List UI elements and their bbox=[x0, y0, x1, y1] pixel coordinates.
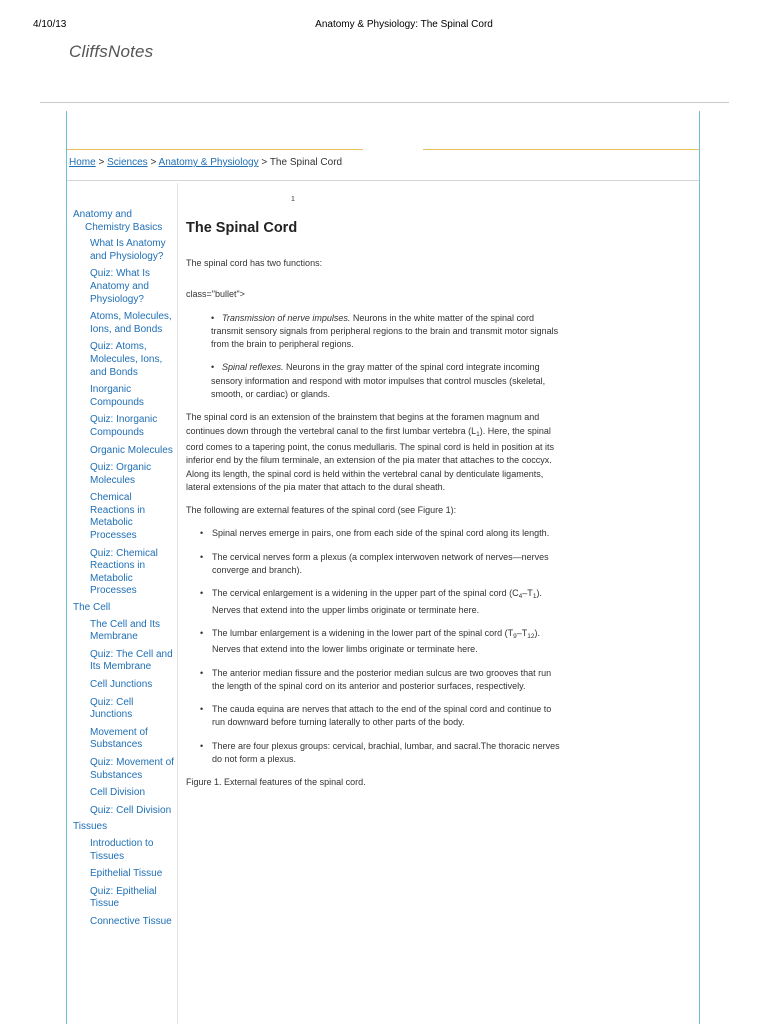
features-list bbox=[186, 527, 566, 766]
item-text: –T bbox=[522, 588, 533, 599]
sidebar-category-tissues[interactable]: Tissues bbox=[73, 821, 108, 833]
intro-paragraph: The spinal cord has two functions: bbox=[186, 258, 323, 268]
sidebar-item[interactable]: The Cell and Its Membrane bbox=[90, 618, 161, 643]
list-item bbox=[212, 587, 566, 617]
sidebar-item[interactable]: Atoms, Molecules, Ions, and Bonds bbox=[90, 311, 172, 335]
list-item: • There are four plexus groups: cervical, brachial, lumbar, and sacral.The thoracic nerves do not form a plexus. bbox=[212, 740, 566, 767]
sidebar-item[interactable]: What Is Anatomy and Physiology? bbox=[90, 238, 166, 262]
sidebar-item[interactable]: Quiz: Epithelial Tissue bbox=[90, 885, 157, 910]
list-item bbox=[211, 361, 566, 401]
subscript: 4 bbox=[518, 593, 523, 601]
sidebar-item[interactable]: Organic Molecules bbox=[90, 444, 173, 456]
function-term: Spinal reflexes. bbox=[222, 362, 284, 373]
ad-banner-line-right bbox=[423, 149, 699, 150]
content-frame-right-border bbox=[699, 111, 700, 1024]
list-item: • Spinal nerves emerge in pairs, one from each side of the spinal cord along its length. bbox=[212, 527, 566, 540]
sidebar-category-the-cell[interactable]: The Cell bbox=[73, 602, 111, 614]
page-number: 1 bbox=[291, 196, 295, 203]
function-text: Neurons in the white matter of the spinal cord transmit sensory signals from peripheral regions to the brain and transmit motor signals from the brain to peripheral regions. bbox=[211, 312, 559, 350]
subscript: 1 bbox=[476, 430, 480, 438]
stray-markup-text: class="bullet"> bbox=[186, 289, 245, 300]
article-content bbox=[186, 218, 566, 800]
sidebar-item[interactable]: Epithelial Tissue bbox=[90, 868, 163, 880]
subscript: 9 bbox=[513, 632, 517, 640]
sidebar-item[interactable]: Cell Division bbox=[90, 787, 146, 799]
sidebar-item[interactable]: Quiz: Movement of Substances bbox=[90, 756, 174, 781]
sidebar-item[interactable]: Connective Tissue bbox=[90, 915, 172, 927]
sidebar-nav bbox=[68, 209, 178, 929]
subscript: 1 bbox=[532, 593, 537, 601]
bullet-icon: • bbox=[211, 312, 215, 323]
content-frame-left-border bbox=[66, 111, 67, 1024]
breadcrumb-separator: > bbox=[150, 157, 157, 168]
figure-caption: Figure 1. External features of the spinal cord. bbox=[186, 777, 366, 788]
sidebar-item[interactable]: Introduction to Tissues bbox=[90, 837, 154, 862]
cliffsnotes-logo[interactable]: CliffsNotes bbox=[69, 42, 154, 61]
sidebar-item[interactable]: Cell Junctions bbox=[90, 679, 153, 690]
list-item bbox=[212, 627, 566, 657]
header-divider bbox=[40, 102, 729, 103]
ad-banner-line-left bbox=[67, 149, 363, 150]
breadcrumb-divider bbox=[67, 180, 699, 181]
function-term: Transmission of nerve impulses. bbox=[222, 312, 351, 323]
sidebar-item[interactable]: Quiz: Inorganic Compounds bbox=[90, 414, 158, 438]
print-date: 4/10/13 bbox=[33, 19, 67, 30]
body-paragraph bbox=[186, 411, 566, 494]
function-text: Neurons in the gray matter of the spinal cord integrate incoming sensory information and respond with motor impulses that control muscles (skeletal, smooth, or cardiac) or glands. bbox=[211, 362, 546, 400]
sidebar-category-anatomy-basics[interactable]: Anatomy and Chemistry Basics bbox=[73, 209, 163, 233]
list-item: • The anterior median fissure and the posterior median sulcus are two grooves that run the length of the spinal cord on its anterior and posterior surfaces, respectively. bbox=[212, 667, 566, 694]
sidebar-item[interactable]: Quiz: Cell Division bbox=[90, 804, 172, 816]
item-text: ). Nerves that extend into the upper limbs originate or terminate here. bbox=[212, 588, 542, 615]
item-text: The cervical enlargement is a widening in the upper part of the spinal cord (C bbox=[212, 588, 519, 599]
para-text: ). Here, the spinal cord comes to a tapering point, the conus medullaris. The spinal cord is held in position at its inferior end by the filum terminale, an extension of the pia mater that attaches to the coccyx. Along its length, the spinal cord is held within the vertebral canal by denticulate ligaments, lateral extensions of the pia mater that attach to the dural sheath. bbox=[186, 425, 555, 492]
item-text: The lumbar enlargement is a widening in the lower part of the spinal cord (T bbox=[212, 627, 514, 638]
page-title: The Spinal Cord bbox=[186, 220, 298, 236]
print-title: Anatomy & Physiology: The Spinal Cord bbox=[315, 19, 493, 30]
breadcrumb-home-link[interactable]: Home bbox=[69, 157, 96, 168]
body-paragraph: The following are external features of the spinal cord (see Figure 1): bbox=[186, 505, 457, 516]
breadcrumb-anatomy-link[interactable]: Anatomy & Physiology bbox=[158, 157, 259, 168]
sidebar-item[interactable]: Quiz: Atoms, Molecules, Ions, and Bonds bbox=[90, 341, 163, 378]
sidebar-item[interactable]: Quiz: The Cell and Its Membrane bbox=[90, 648, 173, 673]
breadcrumb-separator: > bbox=[261, 157, 268, 168]
sidebar-item[interactable]: Quiz: Organic Molecules bbox=[90, 462, 152, 486]
sidebar-item[interactable]: Quiz: What Is Anatomy and Physiology? bbox=[90, 268, 151, 305]
breadcrumb bbox=[69, 157, 342, 168]
sidebar-item[interactable]: Chemical Reactions in Metabolic Processes bbox=[90, 492, 146, 542]
sidebar-item[interactable]: Inorganic Compounds bbox=[90, 384, 144, 408]
sidebar-item[interactable]: Quiz: Cell Junctions bbox=[90, 696, 134, 721]
list-item bbox=[211, 312, 566, 352]
functions-list bbox=[186, 312, 566, 402]
list-item: • The cervical nerves form a plexus (a complex interwoven network of nerves—nerves converge and branch). bbox=[212, 551, 566, 578]
breadcrumb-sciences-link[interactable]: Sciences bbox=[107, 157, 148, 168]
list-item: • The cauda equina are nerves that attach to the end of the spinal cord and continue to run downward before turning laterally to other parts of the body. bbox=[212, 703, 566, 730]
print-header bbox=[0, 19, 768, 33]
item-text: ). Nerves that extend into the lower limbs originate or terminate here. bbox=[212, 627, 541, 655]
item-text: –T bbox=[516, 627, 528, 638]
breadcrumb-current: The Spinal Cord bbox=[269, 157, 343, 168]
subscript: 12 bbox=[527, 632, 535, 640]
breadcrumb-separator: > bbox=[98, 157, 105, 168]
bullet-icon: • bbox=[211, 362, 215, 373]
sidebar-item[interactable]: Quiz: Chemical Reactions in Metabolic Processes bbox=[90, 547, 158, 597]
para-text: The spinal cord is an extension of the brainstem that begins at the foramen magnum and continues down through the vertebral canal to the first lumbar vertebra (L bbox=[186, 412, 540, 436]
sidebar-item[interactable]: Movement of Substances bbox=[90, 726, 148, 751]
